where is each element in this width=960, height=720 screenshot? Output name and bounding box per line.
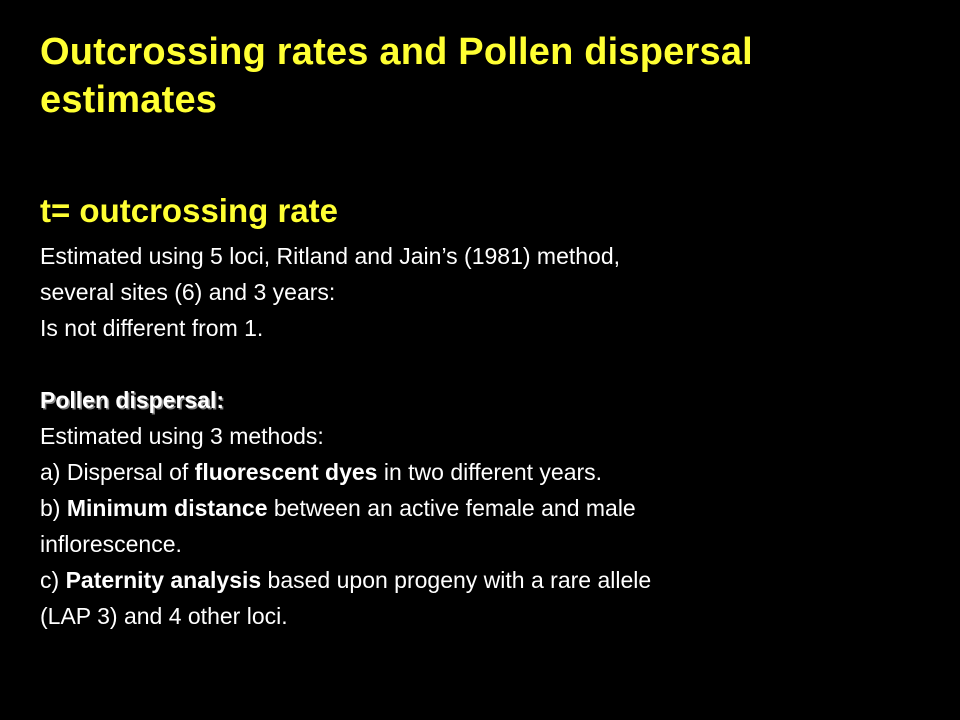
method-c-suffix: based upon progeny with a rare allele [261,567,652,593]
method-b-prefix: b) [40,495,67,521]
method-a-suffix: in two different years. [377,459,603,485]
method-c [40,562,940,598]
outcrossing-line-1: Estimated using 5 loci, Ritland and Jain’s (1981) method, [40,243,621,269]
method-b-bold: Minimum distance [66,495,268,521]
method-c-prefix: c) [40,567,66,593]
method-a [40,454,940,490]
method-c-continued: (LAP 3) and 4 other loci. [40,603,288,629]
outcrossing-line-2: several sites (6) and 3 years: [40,279,336,305]
method-c-bold: Paternity analysis [65,567,262,593]
method-a-bold: fluorescent dyes [194,459,378,485]
method-b-continued: inflorescence. [40,531,182,557]
pollen-intro: Estimated using 3 methods: [40,423,324,449]
slide-title: Outcrossing rates and Pollen dispersal estimates [40,31,753,121]
method-b [40,490,940,526]
outcrossing-heading: t= outcrossing rate [40,192,338,229]
method-a-prefix: a) Dispersal of [40,459,195,485]
method-b-suffix: between an active female and male [267,495,636,521]
outcrossing-line-3: Is not different from 1. [40,315,264,341]
pollen-dispersal-heading: Pollen dispersal: [40,387,225,413]
slide-body [40,190,940,634]
spacer [40,346,940,382]
